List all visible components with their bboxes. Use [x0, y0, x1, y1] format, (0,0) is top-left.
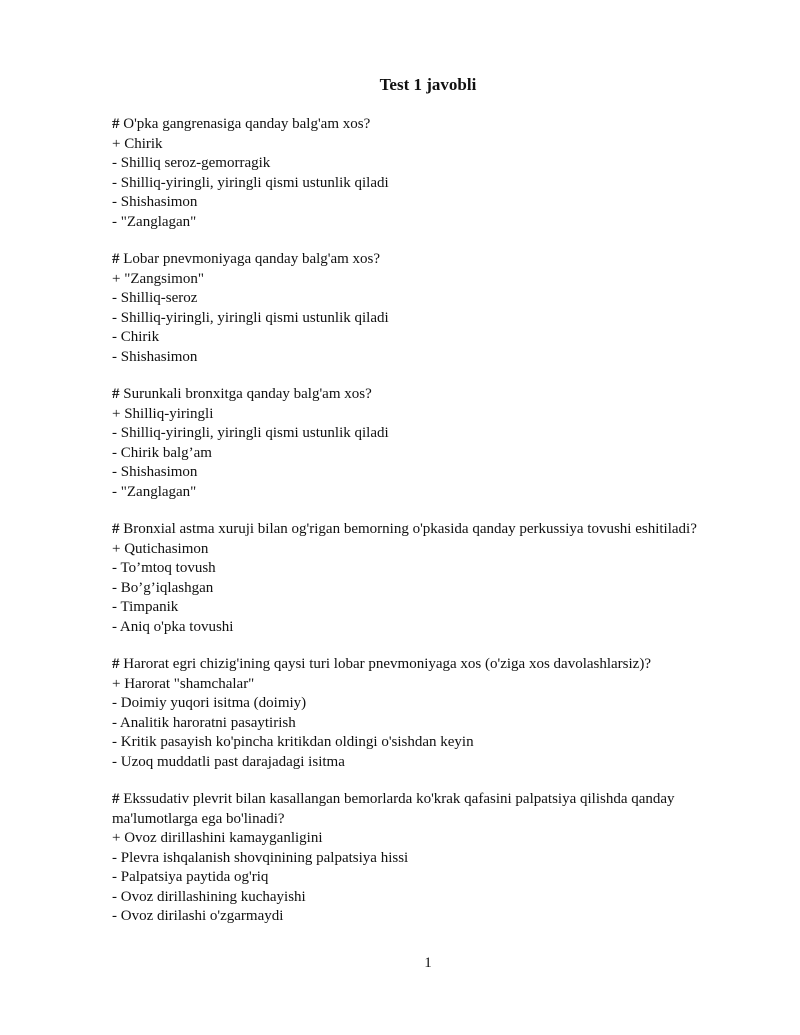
question-marker: # — [112, 791, 120, 807]
question-block-4 — [112, 520, 752, 637]
question-label: Harorat egri chizig'ining qaysi turi lobar pnevmoniyaga xos (o'ziga xos davolashlarsiz)? — [123, 656, 651, 672]
answer-option: + Qutichasimon — [112, 540, 209, 557]
answer-option: - "Zanglagan" — [112, 213, 197, 230]
question-label: Ekssudativ plevrit bilan kasallangan bemorlarda ko'krak qafasini palpatsiya qilishda qanday ma'lumotlarga ega bo'linadi? — [112, 791, 675, 827]
answer-option: + Harorat "shamchalar" — [112, 675, 255, 692]
answer-option: - Uzoq muddatli past darajadagi isitma — [112, 753, 345, 770]
answer-option: - Bo’g’iqlashgan — [112, 579, 214, 596]
question-marker: # — [112, 386, 120, 402]
question-block-1 — [112, 115, 752, 232]
question-block-2 — [112, 250, 752, 367]
answer-option: - Shishasimon — [112, 348, 198, 365]
question-label: O'pka gangrenasiga qanday balg'am xos? — [123, 116, 371, 132]
answer-option: - Doimiy yuqori isitma (doimiy) — [112, 695, 307, 711]
question-text — [112, 115, 752, 135]
answer-option: - Shilliq-yiringli, yiringli qismi ustunlik qiladi — [112, 425, 389, 441]
answer-option: + Ovoz dirillashini kamayganligini — [112, 830, 323, 846]
question-text — [112, 520, 752, 540]
answer-option: - Plevra ishqalanish shovqinining palpatsiya hissi — [112, 849, 409, 866]
answer-option: - Shishasimon — [112, 194, 198, 210]
answer-option: - Chirik — [112, 329, 160, 345]
answer-option: - To’mtoq tovush — [112, 560, 216, 576]
question-text — [112, 385, 752, 405]
answer-option: - Analitik haroratni pasaytirish — [112, 714, 296, 731]
question-text — [112, 790, 752, 829]
question-marker: # — [112, 521, 120, 537]
question-marker: # — [112, 116, 120, 132]
answer-option: - Timpanik — [112, 599, 179, 615]
page-number: 1 — [424, 955, 432, 971]
question-block-3 — [112, 385, 752, 502]
question-block-5 — [112, 655, 752, 772]
answer-option: + "Zangsimon" — [112, 270, 204, 287]
answer-option: - Aniq o'pka tovushi — [112, 618, 234, 635]
answer-option: - Shilliq-yiringli, yiringli qismi ustunlik qiladi — [112, 309, 389, 326]
answer-option: - Shilliq-yiringli, yiringli qismi ustunlik qiladi — [112, 174, 389, 191]
question-label: Surunkali bronxitga qanday balg'am xos? — [123, 386, 372, 402]
question-marker: # — [112, 656, 120, 672]
answer-option: - Chirik balg’am — [112, 444, 212, 461]
answer-option: - Palpatsiya paytida og'riq — [112, 869, 269, 885]
question-text — [112, 655, 752, 675]
document-title: Test 1 javobli — [379, 75, 477, 94]
questions-list — [112, 115, 752, 945]
answer-option: + Shilliq-yiringli — [112, 405, 214, 422]
answer-option: - Kritik pasayish ko'pincha kritikdan oldingi o'sishdan keyin — [112, 734, 474, 750]
answer-option: - Shilliq-seroz — [112, 290, 198, 306]
question-block-6 — [112, 790, 752, 927]
question-label: Bronxial astma xuruji bilan og'rigan bemorning o'pkasida qanday perkussiya tovushi eshitiladi? — [123, 521, 697, 537]
answer-option: - Ovoz dirilashi o'zgarmaydi — [112, 908, 284, 924]
question-text — [112, 250, 752, 270]
answer-option: - Ovoz dirillashining kuchayishi — [112, 888, 306, 905]
answer-option: - Shishasimon — [112, 464, 198, 480]
answer-option: + Chirik — [112, 135, 163, 152]
answer-option: - Shilliq seroz-gemorragik — [112, 155, 271, 171]
question-label: Lobar pnevmoniyaga qanday balg'am xos? — [123, 251, 381, 267]
question-marker: # — [112, 251, 120, 267]
answer-option: - "Zanglagan" — [112, 483, 197, 500]
